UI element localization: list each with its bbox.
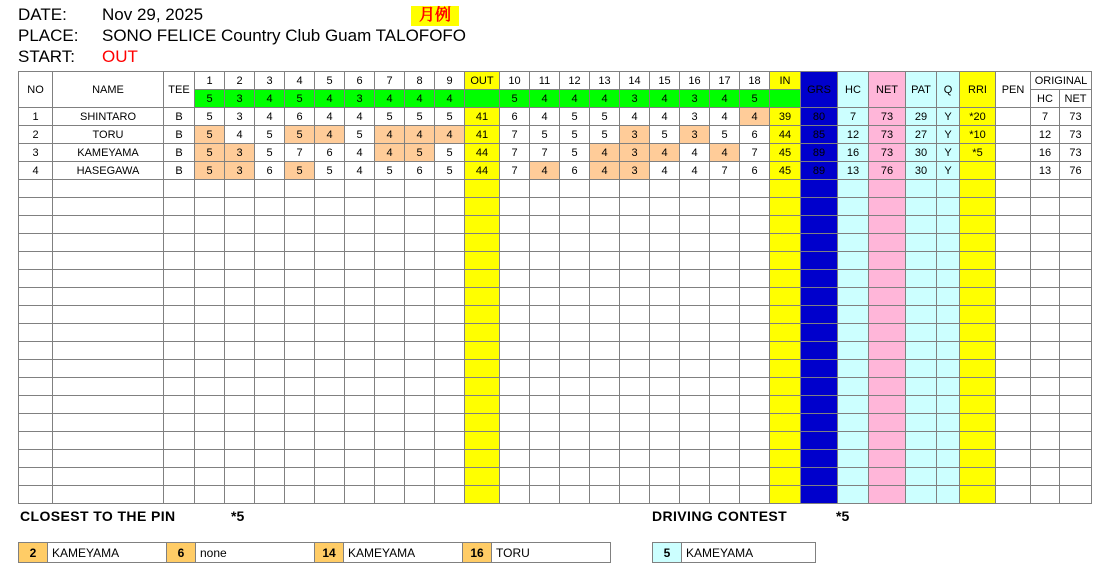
table-row-empty[interactable]	[19, 360, 1092, 378]
table-row-empty[interactable]	[19, 396, 1092, 414]
par-hole-18: 5	[740, 90, 770, 108]
cell-hole-18: 4	[740, 108, 770, 126]
cell-hole-5: 4	[315, 126, 345, 144]
col-header-hole-18: 18	[740, 72, 770, 90]
cell-hole-15: 4	[650, 108, 680, 126]
table-row[interactable]	[19, 108, 1092, 126]
par-hole-9: 4	[435, 90, 465, 108]
ctp-winner-2: none	[196, 543, 315, 563]
cell-hole-1: 5	[195, 126, 225, 144]
cell-hole-3: 5	[255, 126, 285, 144]
cell-original-hc: 13	[1031, 162, 1060, 180]
par-hole-5: 4	[315, 90, 345, 108]
col-header-original-hc: HC	[1031, 90, 1060, 108]
col-header-tee: TEE	[164, 72, 195, 108]
cell-hole-5: 4	[315, 108, 345, 126]
cell-hole-8: 5	[405, 144, 435, 162]
col-header-out: OUT	[465, 72, 500, 90]
col-header-original-net: NET	[1060, 90, 1092, 108]
cell-tee: B	[164, 144, 195, 162]
col-header-hole-4: 4	[285, 72, 315, 90]
cell-grs: 89	[801, 144, 838, 162]
cell-rri: *5	[960, 144, 996, 162]
cell-hc: 7	[838, 108, 869, 126]
table-row-empty[interactable]	[19, 378, 1092, 396]
place-label: PLACE:	[18, 25, 79, 45]
cell-rri: *10	[960, 126, 996, 144]
cell-hole-12: 5	[560, 108, 590, 126]
cell-hole-7: 4	[375, 144, 405, 162]
col-header-pen: PEN	[996, 72, 1031, 108]
table-row-empty[interactable]	[19, 486, 1092, 504]
par-hole-10: 5	[500, 90, 530, 108]
cell-hole-15: 4	[650, 144, 680, 162]
cell-hole-9: 5	[435, 162, 465, 180]
col-header-hole-6: 6	[345, 72, 375, 90]
col-header-hole-13: 13	[590, 72, 620, 90]
cell-out: 44	[465, 144, 500, 162]
cell-no: 2	[19, 126, 53, 144]
cell-net: 73	[869, 144, 906, 162]
place-value: SONO FELICE Country Club Guam TALOFOFO	[102, 25, 467, 45]
col-header-hole-12: 12	[560, 72, 590, 90]
cell-hole-6: 4	[345, 108, 375, 126]
cell-hole-5: 6	[315, 144, 345, 162]
cell-hole-18: 6	[740, 162, 770, 180]
table-row-empty[interactable]	[19, 288, 1092, 306]
cell-original-hc: 7	[1031, 108, 1060, 126]
driving-contest-points: *5	[836, 508, 850, 524]
driving-contest-title: DRIVING CONTEST	[652, 508, 788, 524]
ctp-winner-4: TORU	[492, 543, 611, 563]
par-hole-11: 4	[530, 90, 560, 108]
header-block	[18, 4, 1088, 67]
cell-hole-16: 4	[680, 162, 710, 180]
cell-hole-6: 4	[345, 162, 375, 180]
par-hole-16: 3	[680, 90, 710, 108]
cell-original-hc: 16	[1031, 144, 1060, 162]
cell-net: 73	[869, 126, 906, 144]
cell-hole-17: 4	[710, 108, 740, 126]
par-hole-1: 5	[195, 90, 225, 108]
cell-pat: 27	[906, 126, 937, 144]
event-badge: 月例	[411, 6, 459, 26]
cell-out: 41	[465, 126, 500, 144]
col-header-q: Q	[937, 72, 960, 108]
start-value: OUT	[102, 46, 138, 66]
cell-original-net: 73	[1060, 108, 1092, 126]
cell-in: 45	[770, 162, 801, 180]
cell-hc: 16	[838, 144, 869, 162]
cell-in: 39	[770, 108, 801, 126]
table-row-empty[interactable]	[19, 342, 1092, 360]
cell-hole-18: 6	[740, 126, 770, 144]
cell-hole-3: 4	[255, 108, 285, 126]
cell-hole-1: 5	[195, 108, 225, 126]
cell-pat: 29	[906, 108, 937, 126]
cell-hole-17: 7	[710, 162, 740, 180]
cell-hole-7: 4	[375, 126, 405, 144]
closest-to-pin-row	[19, 543, 611, 563]
cell-hole-12: 5	[560, 144, 590, 162]
cell-hole-14: 3	[620, 126, 650, 144]
cell-hole-3: 5	[255, 144, 285, 162]
table-row-empty[interactable]	[19, 450, 1092, 468]
col-header-hole-11: 11	[530, 72, 560, 90]
cell-pen	[996, 162, 1031, 180]
cell-hole-7: 5	[375, 162, 405, 180]
cell-q: Y	[937, 144, 960, 162]
place-row	[18, 25, 1088, 46]
col-header-hole-8: 8	[405, 72, 435, 90]
table-row-empty[interactable]	[19, 324, 1092, 342]
table-row-empty[interactable]	[19, 432, 1092, 450]
cell-hole-8: 5	[405, 108, 435, 126]
table-row-empty[interactable]	[19, 198, 1092, 216]
col-header-hole-5: 5	[315, 72, 345, 90]
cell-hole-1: 5	[195, 144, 225, 162]
cell-tee: B	[164, 162, 195, 180]
col-header-in: IN	[770, 72, 801, 90]
cell-q: Y	[937, 108, 960, 126]
cell-no: 1	[19, 108, 53, 126]
start-label: START:	[18, 46, 75, 66]
cell-original-net: 76	[1060, 162, 1092, 180]
par-in	[770, 90, 801, 108]
col-header-hole-1: 1	[195, 72, 225, 90]
cell-hole-11: 5	[530, 126, 560, 144]
cell-name: HASEGAWA	[53, 162, 164, 180]
col-header-grs: GRS	[801, 72, 838, 108]
par-hole-3: 4	[255, 90, 285, 108]
table-row-empty[interactable]	[19, 468, 1092, 486]
cell-hole-13: 5	[590, 126, 620, 144]
date-label: DATE:	[18, 4, 67, 24]
par-hole-13: 4	[590, 90, 620, 108]
ctp-hole-3: 14	[315, 543, 344, 563]
table-row-empty[interactable]	[19, 414, 1092, 432]
cell-hole-9: 5	[435, 108, 465, 126]
table-row-empty[interactable]	[19, 234, 1092, 252]
cell-hole-16: 4	[680, 144, 710, 162]
cell-hole-10: 7	[500, 144, 530, 162]
cell-tee: B	[164, 108, 195, 126]
par-hole-12: 4	[560, 90, 590, 108]
closest-to-pin-title: CLOSEST TO THE PIN	[20, 508, 176, 524]
dc-winner-1: KAMEYAMA	[682, 543, 816, 563]
cell-no: 3	[19, 144, 53, 162]
start-row	[18, 46, 1088, 67]
col-header-hole-2: 2	[225, 72, 255, 90]
par-hole-8: 4	[405, 90, 435, 108]
par-hole-6: 3	[345, 90, 375, 108]
cell-hole-10: 6	[500, 108, 530, 126]
cell-pen	[996, 144, 1031, 162]
cell-hole-14: 3	[620, 162, 650, 180]
date-row	[18, 4, 1088, 25]
cell-hole-2: 3	[225, 144, 255, 162]
date-value: Nov 29, 2025	[102, 4, 204, 24]
cell-hole-16: 3	[680, 126, 710, 144]
cell-hole-13: 4	[590, 162, 620, 180]
cell-hole-2: 4	[225, 126, 255, 144]
table-row-empty[interactable]	[19, 180, 1092, 198]
cell-hole-10: 7	[500, 126, 530, 144]
cell-q: Y	[937, 162, 960, 180]
table-row[interactable]	[19, 144, 1092, 162]
cell-hole-13: 5	[590, 108, 620, 126]
table-row-empty[interactable]	[19, 270, 1092, 288]
cell-hole-12: 5	[560, 126, 590, 144]
cell-hole-12: 6	[560, 162, 590, 180]
cell-hole-17: 4	[710, 144, 740, 162]
cell-rri: *20	[960, 108, 996, 126]
cell-hole-4: 7	[285, 144, 315, 162]
cell-hole-4: 6	[285, 108, 315, 126]
cell-hole-2: 3	[225, 108, 255, 126]
closest-to-pin-table	[18, 542, 611, 563]
par-hole-17: 4	[710, 90, 740, 108]
cell-name: TORU	[53, 126, 164, 144]
cell-hole-4: 5	[285, 126, 315, 144]
table-row[interactable]	[19, 126, 1092, 144]
col-header-pat: PAT	[906, 72, 937, 108]
cell-hole-2: 3	[225, 162, 255, 180]
cell-hole-14: 4	[620, 108, 650, 126]
cell-hole-13: 4	[590, 144, 620, 162]
col-header-hole-7: 7	[375, 72, 405, 90]
cell-hole-14: 3	[620, 144, 650, 162]
col-header-rri: RRI	[960, 72, 996, 108]
cell-pen	[996, 108, 1031, 126]
cell-hole-18: 7	[740, 144, 770, 162]
driving-contest-table	[652, 542, 816, 563]
col-header-hole-10: 10	[500, 72, 530, 90]
col-header-hole-9: 9	[435, 72, 465, 90]
table-row-empty[interactable]	[19, 216, 1092, 234]
cell-in: 44	[770, 126, 801, 144]
cell-hole-7: 5	[375, 108, 405, 126]
col-header-name: NAME	[53, 72, 164, 108]
cell-hole-5: 5	[315, 162, 345, 180]
cell-hole-16: 3	[680, 108, 710, 126]
cell-hole-17: 5	[710, 126, 740, 144]
cell-hole-6: 4	[345, 144, 375, 162]
cell-out: 41	[465, 108, 500, 126]
col-header-hc: HC	[838, 72, 869, 108]
cell-hole-8: 6	[405, 162, 435, 180]
par-hole-15: 4	[650, 90, 680, 108]
cell-original-net: 73	[1060, 126, 1092, 144]
cell-hole-9: 4	[435, 126, 465, 144]
ctp-winner-1: KAMEYAMA	[48, 543, 167, 563]
table-header-row	[19, 72, 1092, 90]
par-hole-2: 3	[225, 90, 255, 108]
cell-grs: 89	[801, 162, 838, 180]
col-header-hole-17: 17	[710, 72, 740, 90]
cell-hole-9: 5	[435, 144, 465, 162]
par-hole-7: 4	[375, 90, 405, 108]
col-header-hole-14: 14	[620, 72, 650, 90]
col-header-hole-15: 15	[650, 72, 680, 90]
cell-hole-15: 4	[650, 162, 680, 180]
table-row-empty[interactable]	[19, 306, 1092, 324]
dc-hole-1: 5	[653, 543, 682, 563]
col-header-hole-3: 3	[255, 72, 285, 90]
col-header-net: NET	[869, 72, 906, 108]
cell-hc: 12	[838, 126, 869, 144]
closest-to-pin-points: *5	[231, 508, 245, 524]
cell-q: Y	[937, 126, 960, 144]
ctp-hole-4: 16	[463, 543, 492, 563]
ctp-winner-3: KAMEYAMA	[344, 543, 463, 563]
par-hole-4: 5	[285, 90, 315, 108]
cell-no: 4	[19, 162, 53, 180]
table-row-empty[interactable]	[19, 252, 1092, 270]
cell-hole-4: 5	[285, 162, 315, 180]
cell-hole-1: 5	[195, 162, 225, 180]
cell-out: 44	[465, 162, 500, 180]
driving-contest-row	[653, 543, 816, 563]
col-header-no: NO	[19, 72, 53, 108]
par-hole-14: 3	[620, 90, 650, 108]
cell-hole-8: 4	[405, 126, 435, 144]
cell-net: 73	[869, 108, 906, 126]
cell-original-hc: 12	[1031, 126, 1060, 144]
cell-hole-15: 5	[650, 126, 680, 144]
cell-hc: 13	[838, 162, 869, 180]
ctp-hole-1: 2	[19, 543, 48, 563]
ctp-hole-2: 6	[167, 543, 196, 563]
cell-hole-11: 7	[530, 144, 560, 162]
cell-tee: B	[164, 126, 195, 144]
cell-name: SHINTARO	[53, 108, 164, 126]
cell-original-net: 73	[1060, 144, 1092, 162]
cell-pat: 30	[906, 162, 937, 180]
cell-hole-11: 4	[530, 108, 560, 126]
cell-pen	[996, 126, 1031, 144]
table-row[interactable]	[19, 162, 1092, 180]
col-header-hole-16: 16	[680, 72, 710, 90]
cell-grs: 85	[801, 126, 838, 144]
cell-hole-11: 4	[530, 162, 560, 180]
cell-hole-3: 6	[255, 162, 285, 180]
col-header-original: ORIGINAL	[1031, 72, 1092, 90]
cell-name: KAMEYAMA	[53, 144, 164, 162]
scorecard-table	[18, 71, 1092, 504]
cell-pat: 30	[906, 144, 937, 162]
cell-hole-10: 7	[500, 162, 530, 180]
cell-rri	[960, 162, 996, 180]
cell-grs: 80	[801, 108, 838, 126]
cell-net: 76	[869, 162, 906, 180]
cell-hole-6: 5	[345, 126, 375, 144]
par-out	[465, 90, 500, 108]
cell-in: 45	[770, 144, 801, 162]
